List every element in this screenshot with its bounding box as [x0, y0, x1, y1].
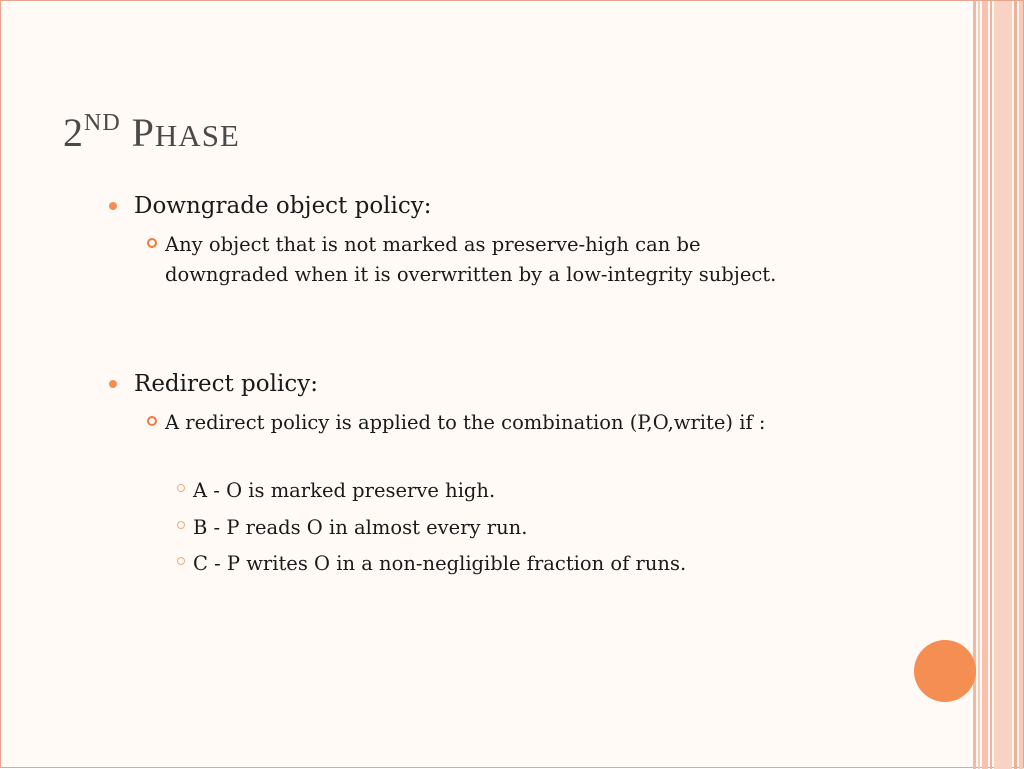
title-superscript: ND [84, 110, 121, 136]
title-number: 2 [63, 110, 84, 155]
sub-sub-bullet-item [177, 476, 495, 506]
stripe [990, 1, 992, 769]
sub-bullet-text: Any object that is not marked as preserve-high can be downgraded when it is overwritten by a low-integrity subject. [165, 233, 777, 286]
sub-sub-bullet-item [177, 513, 527, 543]
sub-bullet-ring-icon [147, 416, 157, 426]
sub-sub-bullet-item [177, 549, 686, 579]
sub-sub-bullet-text: A - O is marked preserve high. [193, 479, 496, 502]
sub-sub-bullet-ring-icon [177, 557, 185, 565]
sub-sub-bullet-ring-icon [177, 521, 185, 529]
decorative-stripes [973, 1, 1023, 769]
bullet-dot-icon [109, 380, 117, 388]
bullet-text: Redirect policy: [134, 371, 318, 397]
sub-bullet-item [147, 230, 827, 290]
stripe [978, 1, 980, 769]
bullet-item [109, 191, 432, 221]
sub-bullet-text: A redirect policy is applied to the combination (P,O,write) if : [165, 411, 766, 434]
bullet-dot-icon [109, 202, 117, 210]
stripe [994, 1, 1012, 769]
stripe [973, 1, 976, 769]
sub-sub-bullet-ring-icon [177, 484, 185, 492]
decorative-circle [914, 640, 976, 702]
sub-bullet-item [147, 408, 877, 438]
stripe [1014, 1, 1017, 769]
bullet-item [109, 369, 318, 399]
sub-sub-bullet-text: B - P reads O in almost every run. [193, 516, 528, 539]
stripe [982, 1, 988, 769]
sub-bullet-ring-icon [147, 238, 157, 248]
sub-sub-bullet-text: C - P writes O in a non-negligible fraction of runs. [193, 552, 687, 575]
title-rest: HASE [154, 118, 240, 153]
bullet-text: Downgrade object policy: [134, 193, 432, 219]
stripe [1019, 1, 1023, 769]
title-first-letter: P [131, 110, 155, 155]
slide-title [63, 109, 240, 156]
